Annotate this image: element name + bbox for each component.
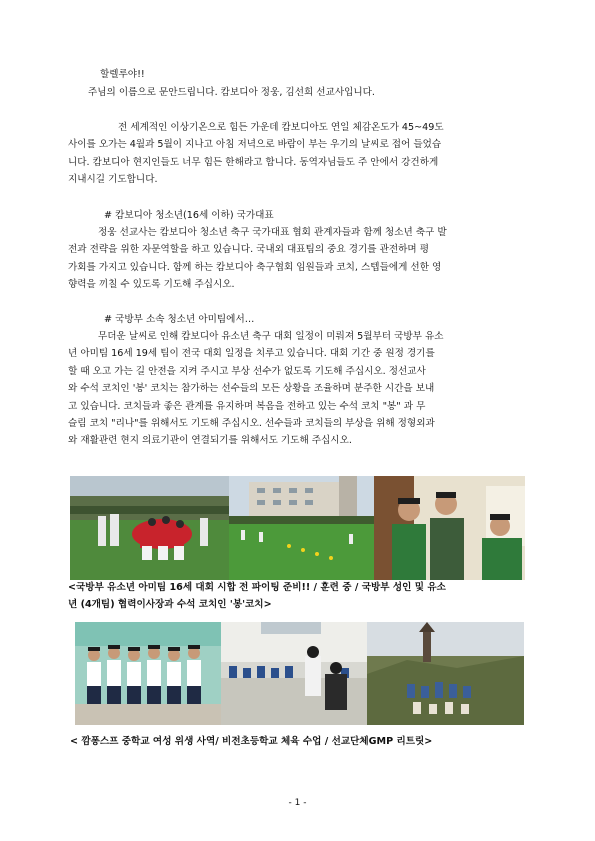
weather-line-1: 전 세계적인 이상기온으로 힘든 가운데 캄보디아도 연일 체감온도가 45~49도 xyxy=(118,122,444,133)
section2-line-1: 무더운 날씨로 인해 캄보디아 유소년 축구 대회 일정이 미뤄져 5월부터 국방부 유소 xyxy=(98,331,444,342)
intro-line: 주님의 이름으로 문안드립니다. 캄보디아 정웅, 김선희 선교사입니다. xyxy=(88,87,375,98)
photo-team-huddle xyxy=(70,476,229,580)
section2-line-5: 고 있습니다. 코치들과 좋은 관계를 유지하며 복음을 전하고 있는 수석 코치 "봉" 과 무 xyxy=(68,400,426,412)
greeting: 할렐루야!! xyxy=(100,69,145,80)
photo-pe-class xyxy=(221,622,367,725)
caption-photos-1 xyxy=(68,579,446,613)
section2-line-6: 슬림 코치 "리나"를 위해서도 기도해 주십시오. 선수들과 코치들의 부상을 위해 정형외과 xyxy=(68,418,435,430)
photo-coaches xyxy=(374,476,525,580)
section2-line-2: 년 아미팀 16세 19세 팀이 전국 대회 일정을 치루고 있습니다. 대회 기간 중 원정 경기를 xyxy=(68,348,435,360)
page-number: - 1 - xyxy=(288,798,307,808)
weather-line-3: 니다. 캄보디아 현지인들도 너무 힘든 한해라고 합니다. 동역자님들도 주 안에서 강건하게 xyxy=(68,156,439,168)
section1-line-1: 정웅 선교사는 캄보디아 청소년 축구 국가대표 협회 관계자들과 함께 청소년 축구 발 xyxy=(98,227,447,238)
section1-heading: # 캄보디아 청소년(16세 이하) 국가대표 xyxy=(104,210,274,221)
caption-photos-2: < 깜퐁스프 중학교 여성 위생 사역/ 비전초등학교 체육 수업 / 선교단체GMP 리트릿> xyxy=(70,736,433,747)
section2-line-7: 와 재활관련 현지 의료기관이 연결되기를 위해서도 기도해 주십시오. xyxy=(68,435,352,447)
photo-training xyxy=(229,476,374,580)
weather-line-2: 사이를 오가는 4월과 5월이 지나고 아침 저녁으로 바람이 부는 우기의 날씨로 접어 들었습 xyxy=(68,139,442,151)
weather-paragraph xyxy=(68,119,538,189)
photo-gmp-retreat xyxy=(367,622,524,725)
section2-paragraph xyxy=(68,328,538,450)
section2-line-3: 할 때 오고 가는 길 안전을 지켜 주시고 부상 선수가 없도록 기도해 주십시오. 정선교사 xyxy=(68,365,426,377)
section1-line-4: 향력을 끼칠 수 있도록 기도해 주십시오. xyxy=(68,279,235,291)
weather-line-4: 지내시길 기도합니다. xyxy=(68,174,158,186)
section2-line-4: 와 수석 코치인 '봉' 코치는 참가하는 선수들의 모든 상황을 조율하며 분주한 시간을 보내 xyxy=(68,383,435,395)
photo-hygiene-ministry xyxy=(75,622,221,725)
section1-line-2: 전과 전략을 위한 자문역할을 하고 있습니다. 국내외 대표팀의 중요 경기를 관전하며 평 xyxy=(68,244,429,256)
section2-heading: # 국방부 소속 청소년 아미팀에서… xyxy=(104,314,255,325)
section1-line-3: 가회를 가지고 있습니다. 함께 하는 캄보디아 축구협회 임원들과 코치, 스텝들에게 선한 영 xyxy=(68,261,442,273)
caption-1-line-2: 년 (4개팀) 협력이사장과 수석 코치인 '봉'코치> xyxy=(68,599,272,610)
section1-paragraph xyxy=(68,224,538,294)
caption-1-line-1: <국방부 유소년 아미팀 16세 대회 시합 전 파이팅 준비!! / 훈련 중 / 국방부 성인 및 유소 xyxy=(68,582,446,593)
